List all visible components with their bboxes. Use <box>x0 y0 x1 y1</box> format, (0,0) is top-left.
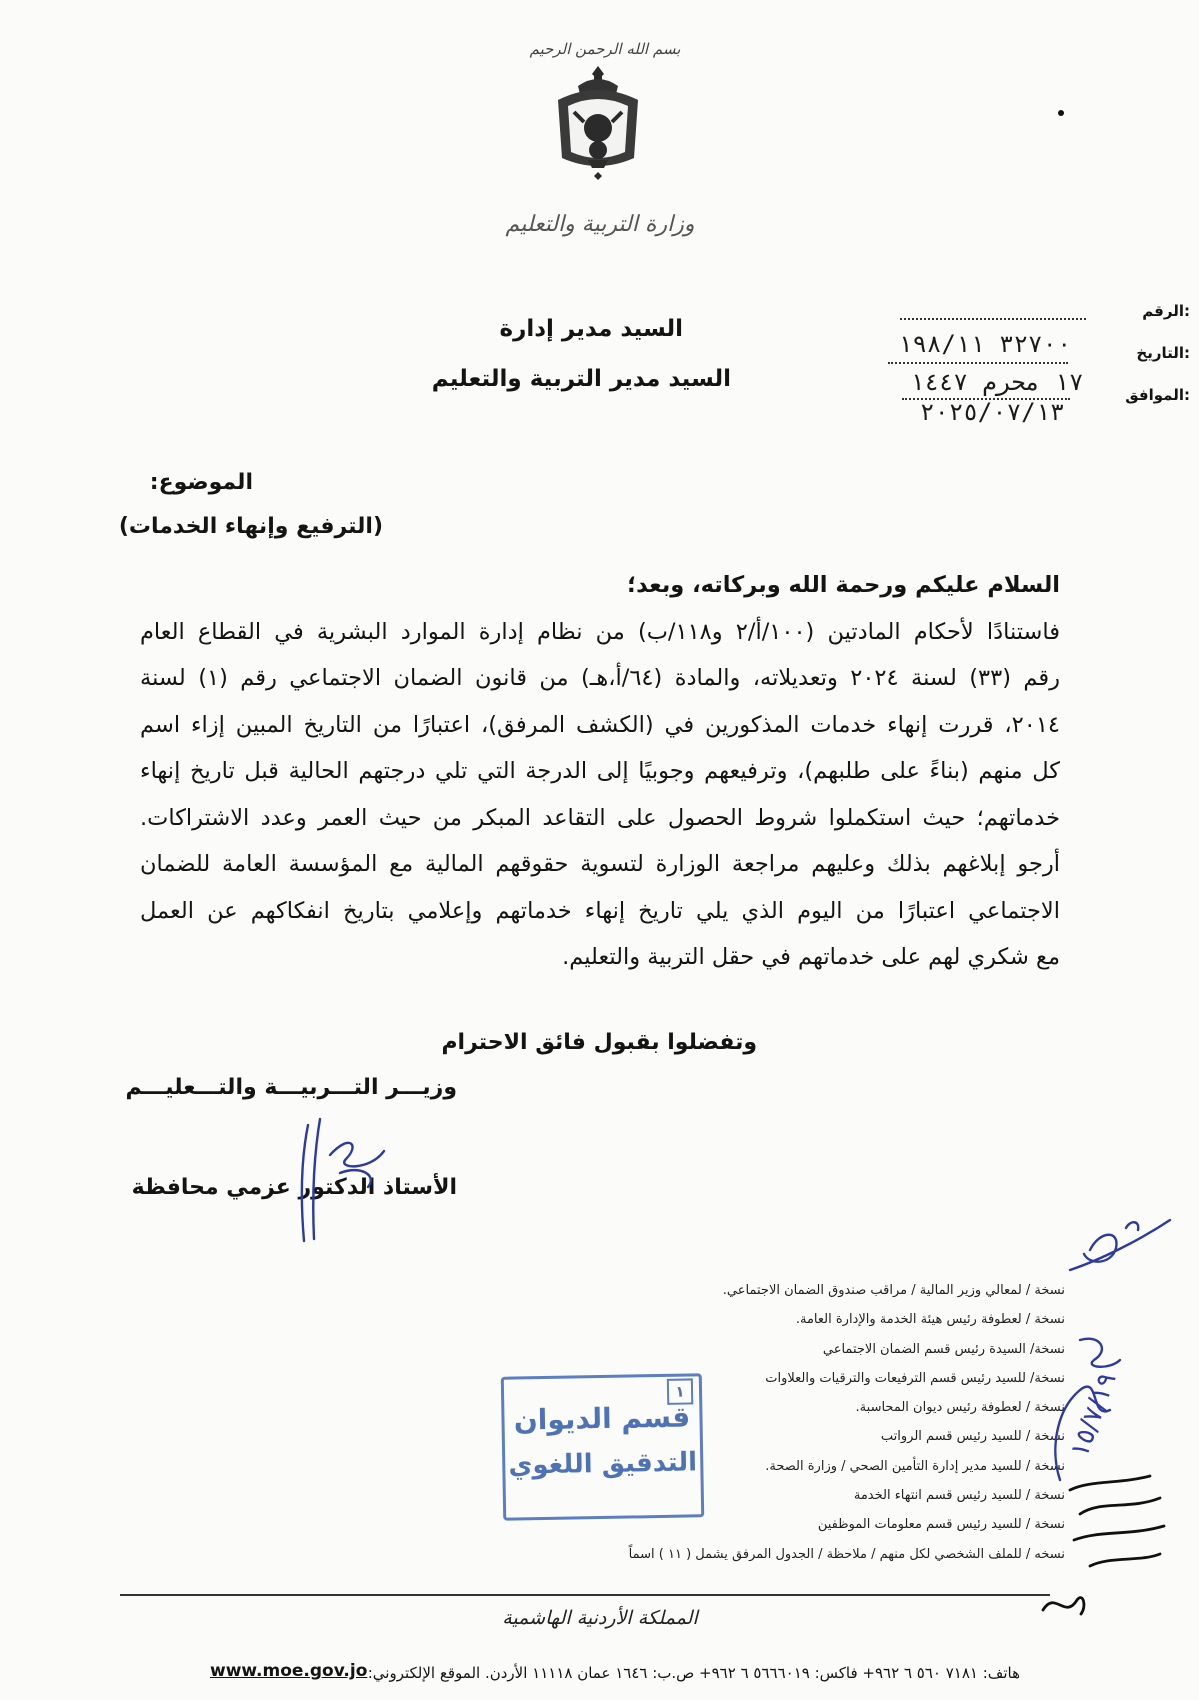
copy-recipient: نسخة/ السيدة رئيس قسم الضمان الاجتماعي <box>822 1341 1065 1357</box>
body-line: رقم (٣٣) لسنة ٢٠٢٤ وتعديلاته، والمادة (٦٤/أ،هـ) من قانون الضمان الاجتماعي رقم (١) لسنة <box>140 665 1060 691</box>
kingdom-name: المملكة الأردنية الهاشمية <box>502 1607 698 1629</box>
reference-number-label: الرقم: <box>1142 302 1190 320</box>
copy-recipient: نسخة / للسيد رئيس قسم معلومات الموظفين <box>817 1517 1065 1533</box>
copy-recipient: نسخة / لعطوفة رئيس هيئة الخدمة والإدارة العامة. <box>795 1312 1065 1328</box>
stamp-line1: قسم الديوان <box>513 1400 691 1437</box>
letter-body <box>140 562 1060 981</box>
margin-date-scribble <box>1040 1330 1190 1490</box>
greeting-line: السلام عليكم ورحمة الله وبركاته، وبعد؛ <box>627 572 1060 598</box>
body-line: مع شكري لهم على خدماتهم في حقل التربية والتعليم. <box>562 944 1060 970</box>
body-line: ٢٠١٤، قررت إنهاء خدمات المذكورين في (الكشف المرفق)، اعتبارًا من التاريخ المبين إزاء اسم <box>140 711 1060 738</box>
reference-gregorian-value: ٢٠٢٥/٠٧/١٣ <box>920 398 1065 426</box>
copy-recipient: نسخة / لعطوفة رئيس ديوان المحاسبة. <box>855 1400 1065 1416</box>
ministry-logo-text: وزارة التربية والتعليم <box>505 212 695 237</box>
body-line: كل منهم (بناءً على طلبهم)، وترفيعهم وجوبيًا إلى الدرجة التي تلي درجتهم الحالية قبل تاريخ إنهاء <box>140 758 1060 784</box>
reference-hijri-label: الموافق: <box>1125 386 1190 404</box>
copy-recipient: نسخة / للسيد رئيس قسم انتهاء الخدمة <box>853 1488 1065 1504</box>
handwritten-signature <box>290 1115 410 1245</box>
copy-recipient: نسخة/ للسيد رئيس قسم الترفيعات والترقيات والعلاوات <box>765 1370 1065 1386</box>
signatory-title: وزيـــر التـــربيـــة والتـــعليـــم <box>125 1075 457 1100</box>
stamp-line2: التدقيق اللغوي <box>508 1447 698 1481</box>
reference-date-line <box>888 362 1068 364</box>
stamp-number: ١ <box>667 1378 693 1404</box>
body-line: خدماتهم؛ حيث استكملوا شروط الحصول على التقاعد المبكر من حيث العمر وعدد الاشتراكات. <box>140 804 1060 831</box>
subject-label: الموضوع: <box>149 470 253 495</box>
closing-regards: وتفضلوا بقبول فائق الاحترام <box>441 1030 757 1055</box>
copy-recipient: نسخه / للملف الشخصي لكل منهم / ملاحظة / الجدول المرفق يشمل ( ١١ ) اسماً <box>628 1546 1065 1562</box>
margin-initials-scribble <box>1060 1210 1180 1290</box>
footer-divider <box>120 1594 1050 1596</box>
margin-dot <box>1058 110 1064 116</box>
body-line: فاستنادًا لأحكام المادتين (١٠٠/أ/٢ و١١٨/ب) من نظام إدارة الموارد البشرية في القطاع العام <box>140 618 1060 645</box>
addressee-line2: السيد مدير التربية والتعليم <box>431 366 731 392</box>
bismillah-text: بسم الله الرحمن الرحيم <box>529 40 681 58</box>
body-line: الاجتماعي اعتبارًا من اليوم الذي يلي تاريخ إنهاء خدماتهم وإعلامي بتاريخ انفكاكهم عن العمل <box>140 897 1060 924</box>
subject-title: (الترفيع وإنهاء الخدمات) <box>118 514 383 539</box>
copy-recipient: نسخة / لمعالي وزير المالية / مراقب صندوق الضمان الاجتماعي. <box>722 1283 1065 1298</box>
margin-initials-scribble-bottom <box>1035 1580 1095 1630</box>
review-stamp <box>501 1373 704 1520</box>
footer-contact-info: هاتف: ٧١٨١ ٥٦٠ ٦ ٩٦٢+ فاكس: ٥٦٦٦٠١٩ ٦ ٩٦٢+ ص.ب: ١٦٤٦ عمان ١١١١٨ الأردن. الموقع الإلكتروني: <box>367 1664 1020 1682</box>
margin-handwritten-date: ١٥/٧/١٩ <box>1064 1368 1123 1462</box>
addressee-line1: السيد مدير إدارة <box>499 316 683 342</box>
signatory-name: الأستاذ الدكتور عزمي محافظة <box>131 1175 457 1200</box>
reference-block <box>1090 300 1190 410</box>
margin-notes-scribble <box>1060 1470 1180 1590</box>
copy-recipient: نسخة / للسيد مدير إدارة التأمين الصحي / وزارة الصحة. <box>765 1458 1065 1474</box>
reference-date-value: ٣٢٧٠٠ ١٩٨/١١ <box>898 330 1072 358</box>
website-link[interactable]: www.moe.gov.jo <box>210 1661 368 1681</box>
copy-recipient: نسخة / للسيد رئيس قسم الرواتب <box>880 1429 1065 1445</box>
reference-date-label: التاريخ: <box>1136 344 1190 362</box>
jordan-coat-of-arms-icon <box>548 62 648 187</box>
reference-hijri-value: ١٧ محرم ١٤٤٧ <box>910 368 1084 396</box>
body-line: أرجو إبلاغهم بذلك وعليهم مراجعة الوزارة لتسوية حقوقهم المالية مع المؤسسة العامة للضمان <box>140 851 1060 877</box>
reference-number-line <box>900 318 1086 320</box>
